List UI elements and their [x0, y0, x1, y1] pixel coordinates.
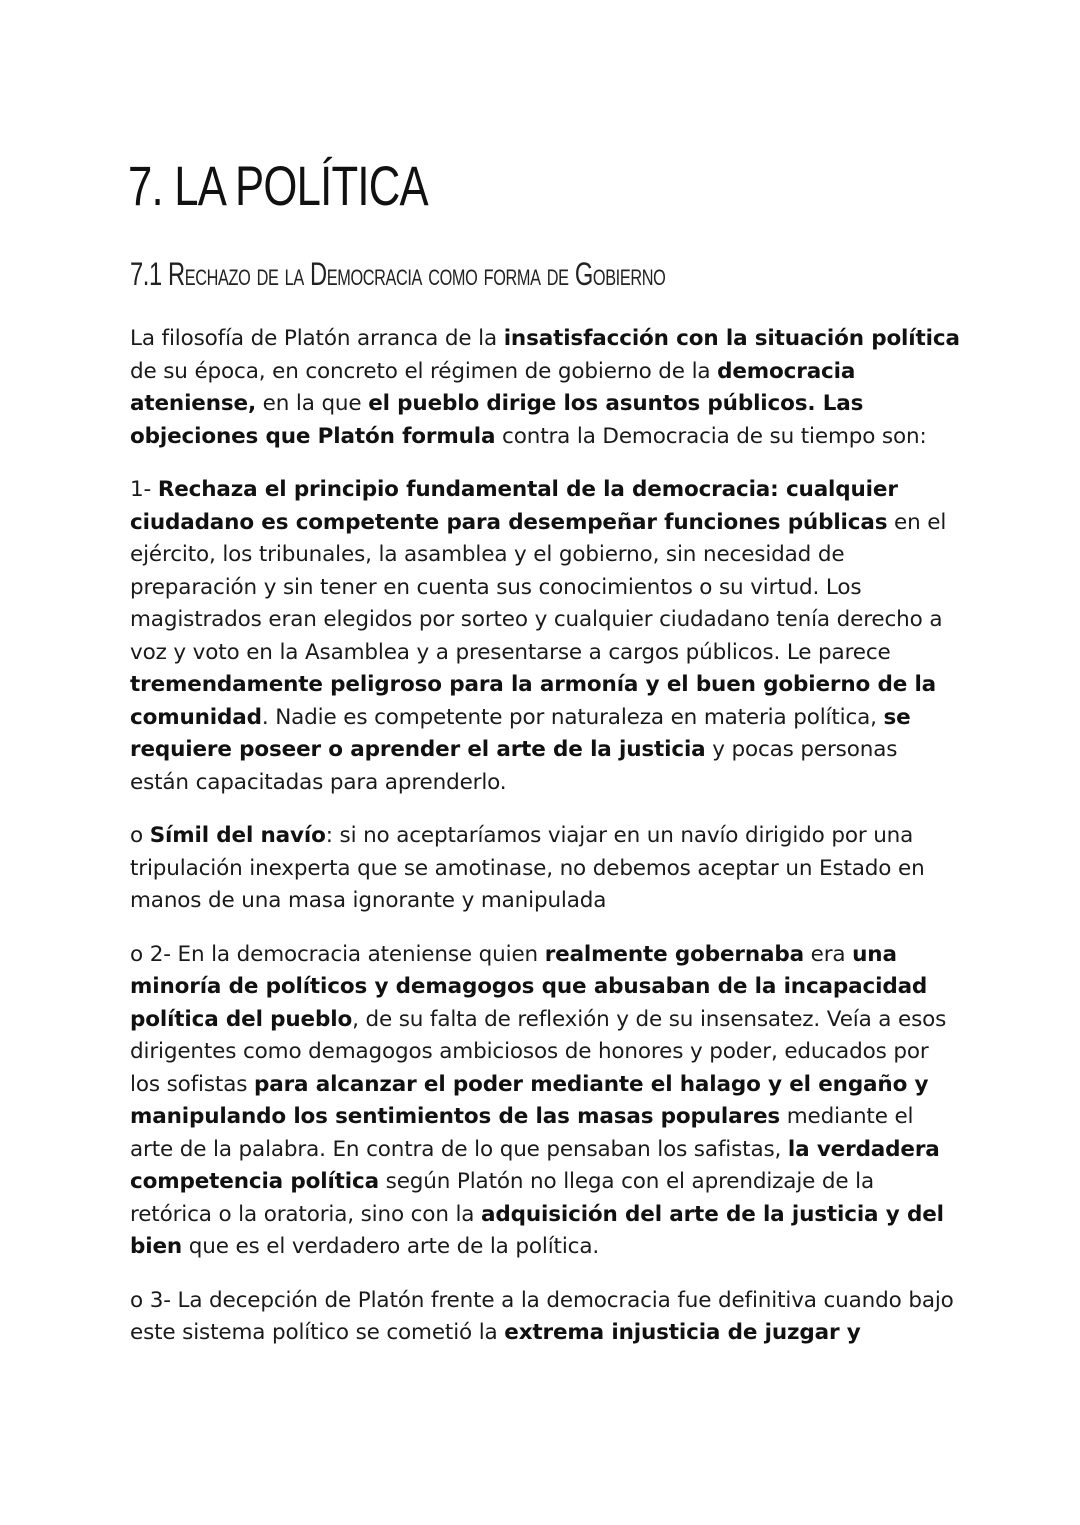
text-span: o: [130, 823, 150, 848]
emphasis-span: insatisfacción con la situación política: [503, 326, 960, 351]
text-span: . Nadie es competente por naturaleza en materia política,: [261, 704, 884, 730]
paragraph-objection-2: [130, 939, 960, 1264]
text-span: de su época, en concreto el régimen de gobierno de la: [130, 358, 718, 384]
text-span: que es el verdadero arte de la política.: [182, 1234, 600, 1259]
emphasis-span: Rechaza el principio fundamental de la democracia: cualquier ciudadano es competente para desempeñar funciones públicas: [130, 477, 898, 535]
text-span: o 3- La decepción de Platón frente a la democracia fue definitiva cuando bajo este sistema político se cometió la: [130, 1287, 954, 1345]
emphasis-span: tremendamente peligroso para la armonía y el buen gobierno de la comunidad: [130, 672, 937, 730]
text-span: , de su falta de reflexión y de su insensatez. Veía a esos dirigentes como demagogos ambiciosos de honores y poder, educados por los sofistas: [130, 1006, 947, 1097]
text-span: según Platón no llega con el aprendizaje de la retórica o la oratoria, sino con la: [130, 1169, 875, 1227]
text-span: en la que: [255, 391, 369, 416]
section-title: 7. LA POLÍTICA: [128, 154, 428, 217]
emphasis-span: Símil del navío: [149, 823, 326, 848]
text-span: contra la Democracia de su tiempo son:: [495, 423, 927, 449]
emphasis-span: para alcanzar el poder mediante el halago y el engaño y manipulando los sentimientos de las masas populares: [130, 1071, 929, 1129]
emphasis-span: adquisición del arte de la justicia y del bien: [130, 1201, 944, 1259]
emphasis-span: el pueblo dirige los asuntos públicos. Las objeciones que Platón formula: [130, 391, 864, 449]
emphasis-span: la verdadera competencia política: [130, 1136, 940, 1194]
text-span: mediante el arte de la palabra. En contra de lo que pensaban los safistas,: [130, 1104, 914, 1162]
text-span: en el ejército, los tribunales, la asamblea y el gobierno, sin necesidad de preparación y sin tener en cuenta sus conocimientos o su virtud. Los magistrados eran elegidos por sorteo y cualquier ciudadano tenía derecho a voz y voto en la Asamblea y a presentarse a cargos públicos. Le parece: [130, 509, 947, 665]
paragraph-objection-3: [130, 1285, 960, 1350]
text-span: era: [803, 941, 853, 967]
text-span: y pocas personas están capacitadas para aprenderlo.: [130, 737, 898, 795]
text-span: 1-: [130, 477, 158, 502]
text-span: La filosofía de Platón arranca de la: [130, 326, 504, 351]
text-span: : si no aceptaríamos viajar en un navío dirigido por una tripulación inexperta que se amotinase, no debemos aceptar un Estado en manos de una masa ignorante y manipulada: [130, 823, 925, 913]
body-text: [130, 323, 960, 1371]
emphasis-span: extrema injusticia de juzgar y: [504, 1320, 861, 1345]
emphasis-span: una minoría de políticos y demagogos que abusaban de la incapacidad política del pueblo: [130, 941, 928, 1032]
paragraph-objection-1: [130, 474, 960, 799]
text-span: o 2- En la democracia ateniense quien: [130, 941, 545, 967]
emphasis-span: realmente gobernaba: [544, 941, 804, 967]
emphasis-span: se requiere poseer o aprender el arte de la justicia: [130, 704, 911, 762]
paragraph-simil-navio: [130, 820, 960, 918]
emphasis-span: democracia ateniense,: [130, 358, 856, 416]
subsection-title: 7.1 Rechazo de la Democracia como forma de Gobierno: [130, 256, 666, 292]
paragraph-intro: [130, 323, 960, 453]
